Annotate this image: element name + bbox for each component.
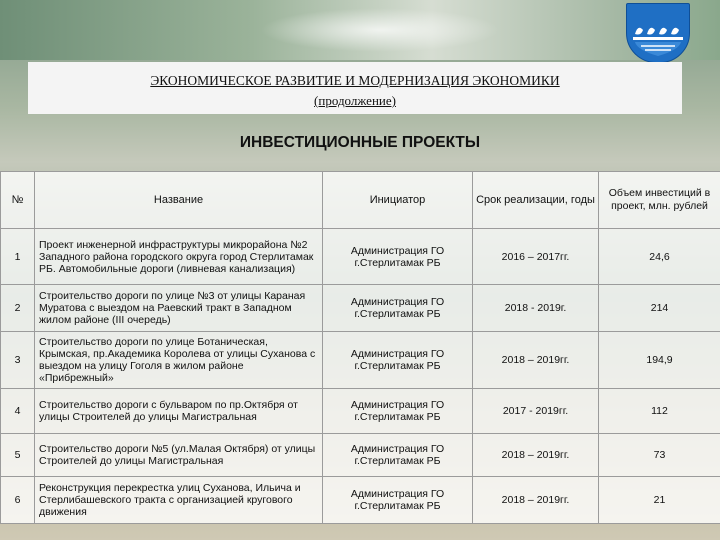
investment-projects-table [0,171,720,540]
header-band [28,62,682,114]
project-term: 2018 - 2019г. [473,285,599,332]
project-initiator: Администрация ГО г.Стерлитамак РБ [323,477,473,524]
project-amount: 194,9 [599,332,720,389]
row-number: 3 [1,332,35,389]
project-initiator: Администрация ГО г.Стерлитамак РБ [323,229,473,285]
project-initiator: Администрация ГО г.Стерлитамак РБ [323,434,473,477]
row-number: 1 [1,229,35,285]
project-term: 2018 – 2019гг. [473,477,599,524]
column-header-name: Название [35,172,323,229]
project-name: Строительство дороги по улице №3 от улицы Караная Муратова с выездом на Раевский тракт в Западном жилом районе (III очередь) [35,285,323,332]
project-name: Строительство дороги по улице Ботаническая, Крымская, пр.Академика Королева от улицы Суханова с выездом на улицу Гоголя в жилом районе «Прибрежный» [35,332,323,389]
header-background [0,0,720,60]
project-initiator: Администрация ГО г.Стерлитамак РБ [323,389,473,434]
row-number: 5 [1,434,35,477]
column-header-initiator: Инициатор [323,172,473,229]
table-row [1,332,720,389]
project-initiator: Администрация ГО г.Стерлитамак РБ [323,332,473,389]
table-row [1,477,720,524]
project-amount: 21 [599,477,720,524]
table-row [1,229,720,285]
row-number: 4 [1,389,35,434]
project-name: Реконструкция перекрестка улиц Суханова, Ильича и Стерлибашевского тракта с организацией кругового движения [35,477,323,524]
project-amount: 24,6 [599,229,720,285]
table-row [1,285,720,332]
project-term: 2017 - 2019гг. [473,389,599,434]
page-title: ЭКОНОМИЧЕСКОЕ РАЗВИТИЕ И МОДЕРНИЗАЦИЯ ЭКОНОМИКИ [150,73,560,88]
project-amount: 112 [599,389,720,434]
project-name: Проект инженерной инфраструктуры микрорайона №2 Западного района городского округа город Стерлитамак РБ. Автомобильные дороги (ливневая канализация) [35,229,323,285]
column-header-term: Срок реализации, годы [473,172,599,229]
row-number: 6 [1,477,35,524]
row-number: 2 [1,285,35,332]
section-title: ИНВЕСТИЦИОННЫЕ ПРОЕКТЫ [239,134,481,151]
project-initiator: Администрация ГО г.Стерлитамак РБ [323,285,473,332]
project-term: 2016 – 2017гг. [473,229,599,285]
table-row [1,389,720,434]
project-amount: 214 [599,285,720,332]
column-header-num: № [1,172,35,229]
project-name: Строительство дороги с бульваром по пр.Октября от улицы Строителей до улицы Магистральная [35,389,323,434]
project-name: Строительство дороги №5 (ул.Малая Октября) от улицы Строителей до улицы Магистральная [35,434,323,477]
project-term: 2018 – 2019гг. [473,332,599,389]
coat-of-arms-icon [626,3,690,63]
column-header-amount: Объем инвестиций в проект, млн. рублей [599,172,720,229]
project-term: 2018 – 2019гг. [473,434,599,477]
table-row [1,434,720,477]
project-amount: 73 [599,434,720,477]
page-subtitle: (продолжение) [314,93,396,108]
table-header-row [1,172,720,229]
